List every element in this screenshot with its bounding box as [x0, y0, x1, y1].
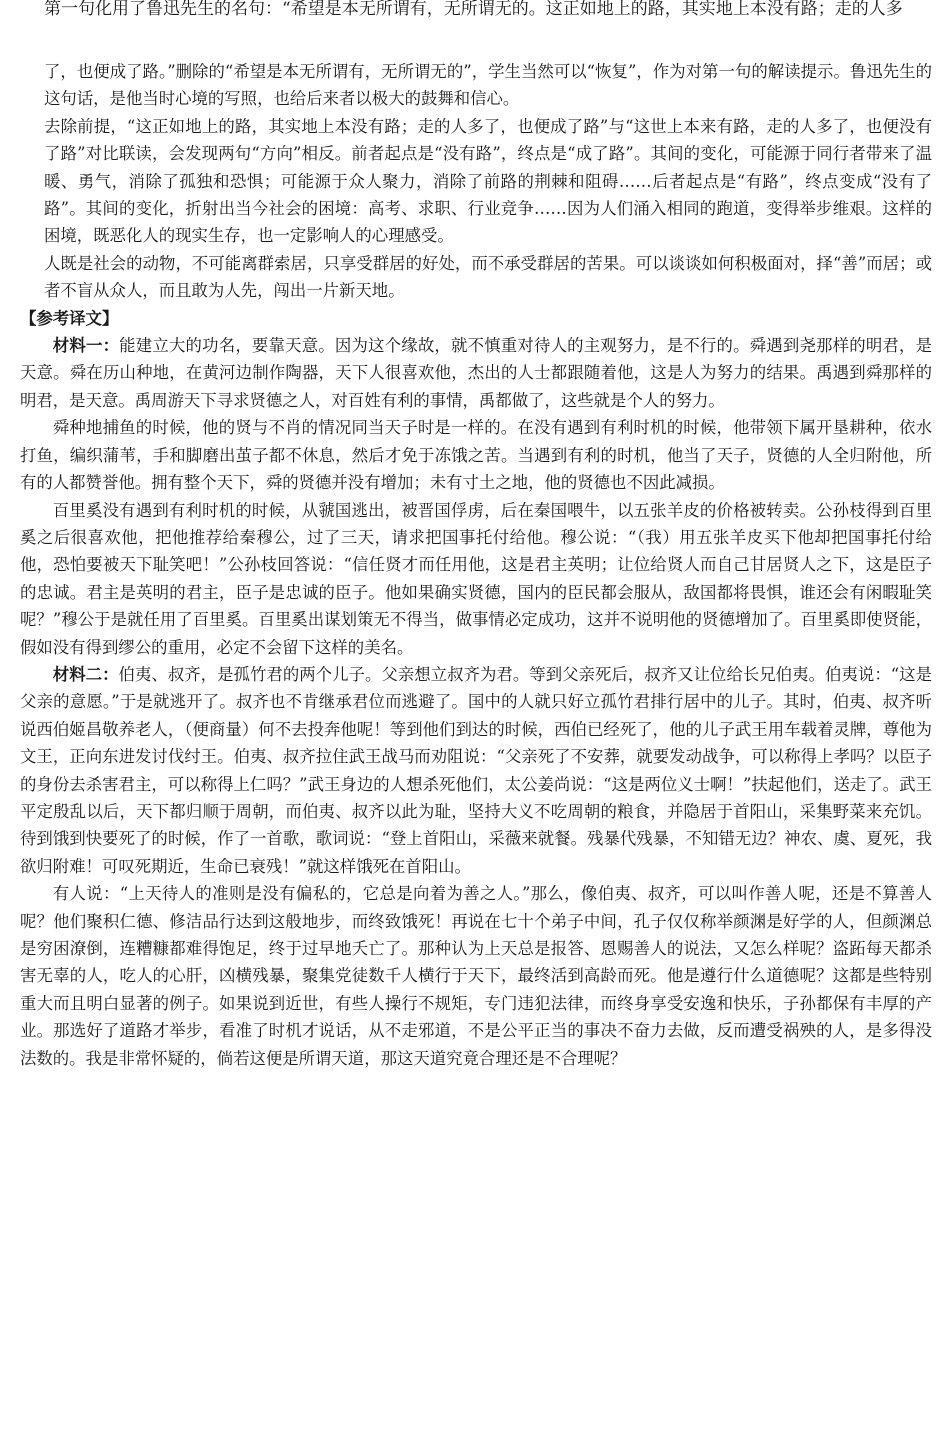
material-2-label: 材料二：: [52, 664, 119, 684]
cut-off-top-line: 第一句化用了鲁迅先生的名句：“希望是本无所谓有，无所谓无的。这正如地上的路，其实地上本没有路；走的人多: [44, 0, 903, 19]
material-2-text-1: 伯夷、叔齐，是孤竹君的两个儿子。父亲想立叔齐为君。等到父亲死后，叔齐又让位给长兄伯夷。伯夷说：“这是父亲的意愿。”于是就逃开了。叔齐也不肯继承君位而逃避了。国中的人就只好立孤竹君排行居中的儿子。其时，伯夷、叔齐听说西伯姬昌敬养老人，（便商量）何不去投奔他呢！等到他们到达的时候，西伯已经死了，他的儿子武王用车载着灵牌，尊他为文王，正向东进发讨伐纣王。伯夷、叔齐拉住武王战马而劝阻说：“父亲死了不安葬，就要发动战争，可以称得上孝吗？以臣子的身份去杀害君主，可以称得上仁吗？”武王身边的人想杀死他们，太公姜尚说：“这是两位义士啊！”扶起他们，送走了。武王平定殷乱以后，天下都归顺于周朝，而伯夷、叔齐以此为耻，坚持大义不吃周朝的粮食，并隐居于首阳山，采集野菜来充饥。待到饿到快要死了的时候，作了一首歌，歌词说：“登上首阳山，采薇来就餐。残暴代残暴，不知错无边？神农、虞、夏死，我欲归附难！可叹死期近，生命已衰残！”就这样饿死在首阳山。: [20, 664, 932, 876]
material-1-label: 材料一：: [52, 336, 120, 356]
document-body: [20, 58, 932, 1072]
translation-heading: 【参考译文】: [20, 308, 119, 328]
material-2-paragraph-1: [20, 661, 932, 880]
material-1-paragraph-2: 舜种地捕鱼的时候，他的贤与不肖的情况同当天子时是一样的。在没有遇到有利时机的时候，他带领下属开垦耕种，依水打鱼，编织蒲苇，手和脚磨出茧子都不休息，然后才免于冻饿之苦。当遇到有利的时机，他当了天子，贤德的人全归附他，所有的人都赞誉他。拥有整个天下，舜的贤德并没有增加；未有寸土之地，他的贤德也不因此减损。: [20, 418, 932, 493]
intro-paragraph-2: 去除前提，“这正如地上的路，其实地上本没有路；走的人多了，也便成了路”与“这世上本来有路，走的人多了，也便没有了路”对比联读，会发现两句“方向”相反。前者起点是“没有路”，终点是“成了路”。其间的变化，可能源于同行者带来了温暖、勇气，消除了孤独和恐惧；可能源于众人聚力，消除了前路的荆棘和阻碍……后者起点是“有路”，终点变成“没有了路”。其间的变化，折射出当今社会的困境：高考、求职、行业竞争……因为人们涌入相同的跑道，变得举步维艰。这样的困境，既恶化人的现实生存，也一定影响人的心理感受。: [44, 116, 932, 246]
material-2-paragraph-2: 有人说：“上天待人的准则是没有偏私的，它总是向着为善之人。”那么，像伯夷、叔齐，可以叫作善人呢，还是不算善人呢？他们聚积仁德、修洁品行达到这般地步，而终致饿死！再说在七十个弟子中间，孔子仅仅称举颜渊是好学的人，但颜渊总是穷困潦倒，连糟糠都难得饱足，终于过早地夭亡了。那种认为上天总是报答、恩赐善人的说法，又怎么样呢？盗跖每天都杀害无辜的人，吃人的心肝，凶横残暴，聚集党徒数千人横行于天下，最终活到高龄而死。他是遵行什么道德呢？这都是些特别重大而且明白显著的例子。如果说到近世，有些人操行不规矩，专门违犯法律，而终身享受安逸和快乐，子孙都保有丰厚的产业。那选好了道路才举步，看准了时机才说话，从不走邪道，不是公平正当的事决不奋力去做，反而遭受祸殃的人，是多得没法数的。我是非常怀疑的，倘若这便是所谓天道，那这天道究竟合理还是不合理呢？: [20, 884, 932, 1068]
intro-paragraph-3: 人既是社会的动物，不可能离群索居，只享受群居的好处，而不承受群居的苦果。可以谈谈如何积极面对，择“善”而居；或者不盲从众人，而且敢为人先，闯出一片新天地。: [44, 253, 932, 301]
intro-paragraph-1: 了，也便成了路。”删除的“希望是本无所谓有，无所谓无的”，学生当然可以“恢复”，作为对第一句的解读提示。鲁迅先生的这句话，是他当时心境的写照，也给后来者以极大的鼓舞和信心。: [44, 62, 932, 109]
material-1-text-1: 能建立大的功名，要靠天意。因为这个缘故，就不慎重对待人的主观努力，是不行的。舜遇到尧那样的明君，是天意。舜在历山种地，在黄河边制作陶器，天下人很喜欢他，杰出的人士都跟随着他，这是人为努力的结果。禹遇到舜那样的明君，是天意。禹周游天下寻求贤德之人，对百姓有利的事情，禹都做了，这些就是个人的努力。: [20, 336, 933, 410]
material-1-paragraph-1: [20, 332, 932, 414]
material-1-paragraph-3: 百里奚没有遇到有利时机的时候，从虢国逃出，被晋国俘虏，后在秦国喂牛，以五张羊皮的价格被转卖。公孙枝得到百里奚之后很喜欢他，把他推荐给秦穆公，过了三天，请求把国事托付给他。穆公说：“（我）用五张羊皮买下他却把国事托付给他，恐怕要被天下耻笑吧！”公孙枝回答说：“信任贤才而任用他，这是君主英明；让位给贤人而自己甘居贤人之下，这是臣子的忠诚。君主是英明的君主，臣子是忠诚的臣子。他如果确实贤德，国内的臣民都会服从，敌国都将畏惧，谁还会有闲暇耻笑呢？”穆公于是就任用了百里奚。百里奚出谋划策无不得当，做事情必定成功，这并不说明他的贤德增加了。百里奚即使贤能，假如没有得到缪公的重用，必定不会留下这样的美名。: [20, 500, 932, 657]
